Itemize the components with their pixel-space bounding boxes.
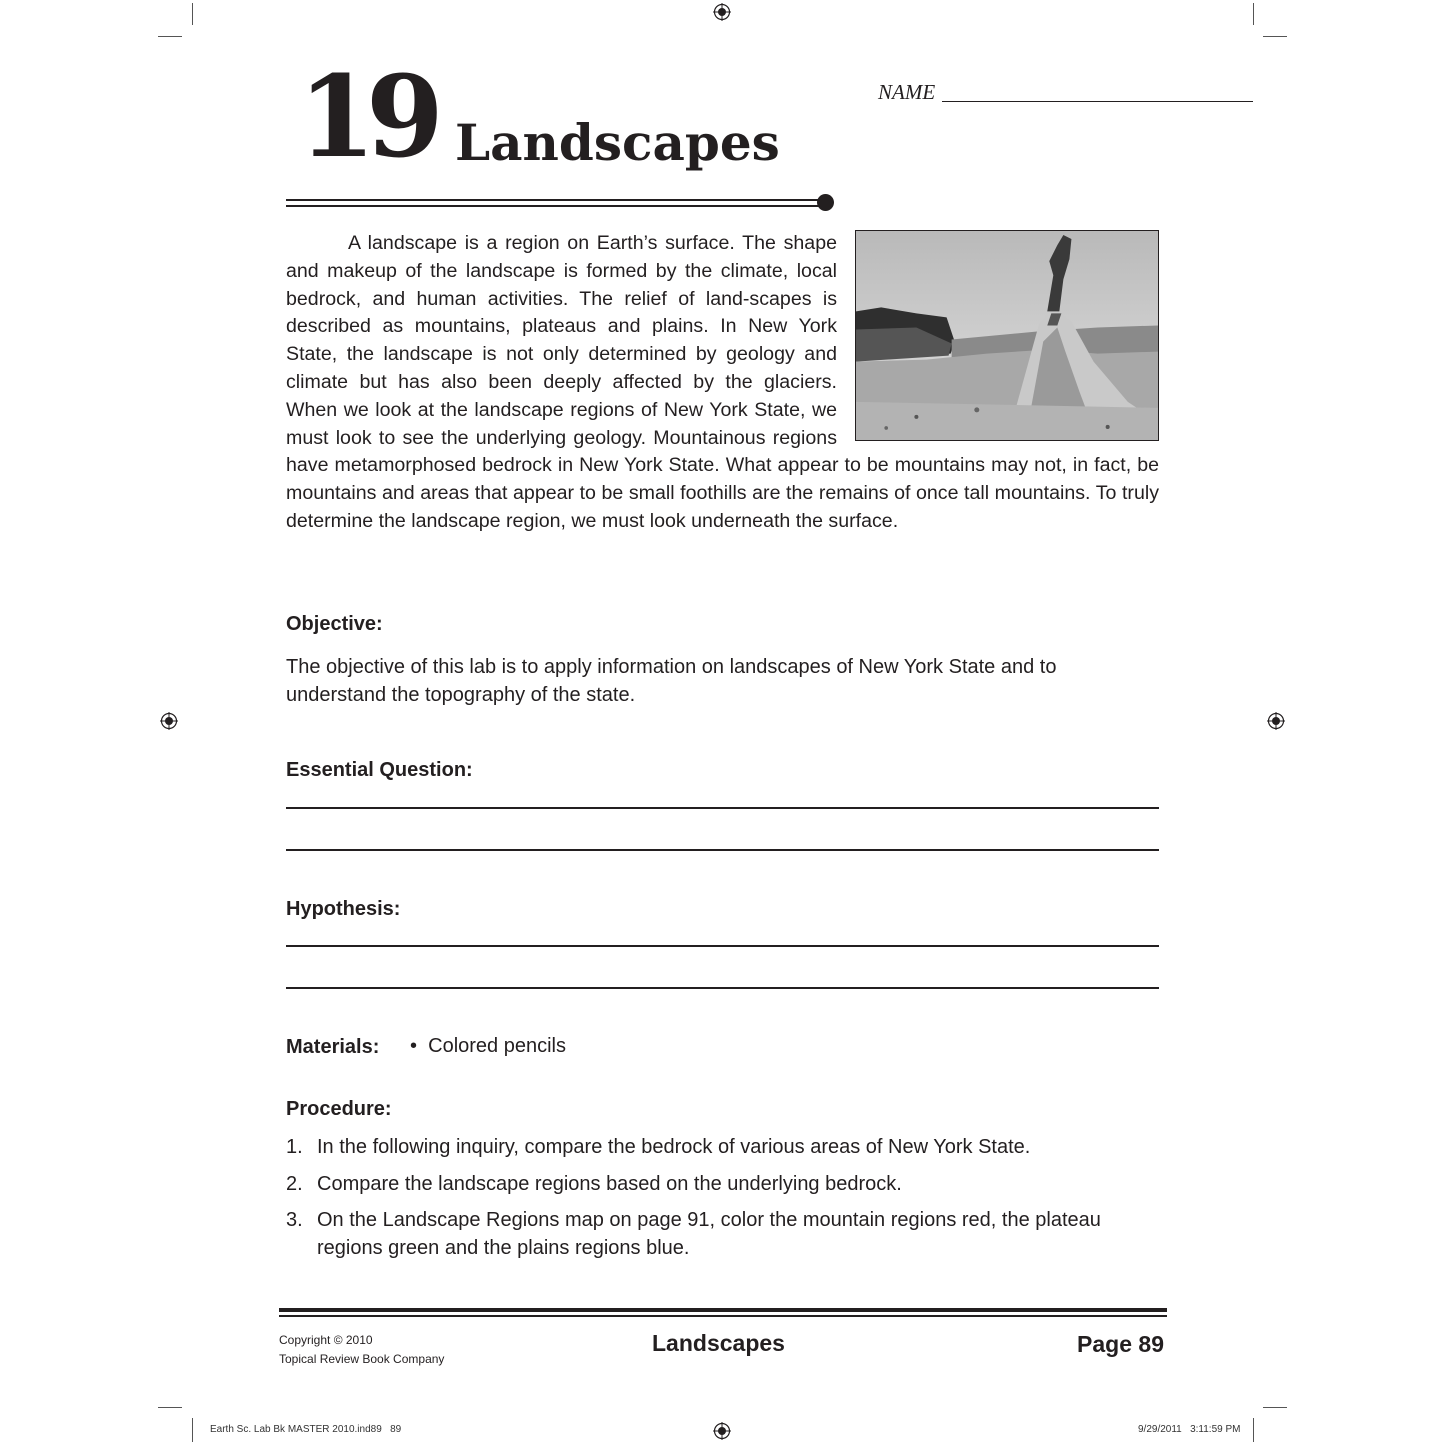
chapter-number: 19: [298, 52, 434, 183]
landscape-photo: [855, 230, 1159, 441]
procedure-step: 3. On the Landscape Regions map on page 91, color the mountain regions red, the plateau regions green and the plains regions blue.: [286, 1209, 1101, 1259]
slug-filename: Earth Sc. Lab Bk MASTER 2010.ind89 89: [210, 1424, 402, 1435]
crop-mark: [1253, 1418, 1254, 1442]
essential-question-answer-line[interactable]: [286, 849, 1159, 851]
crop-mark: [1263, 1407, 1287, 1408]
title-rule: [286, 205, 820, 207]
name-label: NAME: [878, 80, 936, 104]
procedure-step: 2. Compare the landscape regions based on the underlying bedrock.: [286, 1173, 902, 1195]
intro-text: A landscape is a region on Earth’s surface. The shape and makeup of the landscape is formed by the climate, local bedrock, and human activities. The relief of land-scapes is described as mountains, plateaus and plains. In New York State, the landscape is not only determined by geology and climate but has also been deeply affected by the glaciers. When we look at the landscape regions of New York State, we must look to see the underlying geology. Mountainous regions have metamorphosed bedrock in New York State. What appear to be mountains may not, in fact, be mountains and areas that appear to be small foothills are the remains of once tall mountains. To truly determine the landscape region, we must look underneath the surface.: [286, 232, 1159, 532]
hypothesis-answer-line[interactable]: [286, 987, 1159, 989]
title-rule-dot: [817, 194, 834, 211]
materials-heading: Materials:: [286, 1036, 380, 1058]
crop-mark: [192, 1418, 193, 1442]
hypothesis-answer-line[interactable]: [286, 945, 1159, 947]
registration-mark-icon: [1267, 712, 1285, 730]
objective-text: The objective of this lab is to apply information on landscapes of New York State and to understand the topography of the state.: [286, 656, 1057, 706]
title-rule: [286, 199, 820, 201]
footer-title: Landscapes: [652, 1330, 785, 1356]
footer-rule: [279, 1315, 1167, 1317]
crop-mark: [1263, 36, 1287, 37]
objective-heading: Objective:: [286, 613, 383, 635]
crop-mark: [1253, 3, 1254, 25]
procedure-heading: Procedure:: [286, 1098, 392, 1120]
name-field-line[interactable]: [942, 101, 1253, 102]
registration-mark-icon: [160, 712, 178, 730]
crop-mark: [158, 1407, 182, 1408]
footer-rule: [279, 1308, 1167, 1312]
registration-mark-icon: [713, 1422, 731, 1440]
intro-paragraph: [286, 230, 1159, 536]
procedure-step: 1. In the following inquiry, compare the bedrock of various areas of New York State.: [286, 1136, 1031, 1158]
hypothesis-heading: Hypothesis:: [286, 898, 401, 920]
essential-question-heading: Essential Question:: [286, 759, 473, 781]
essential-question-answer-line[interactable]: [286, 807, 1159, 809]
registration-mark-icon: [713, 3, 731, 21]
crop-mark: [192, 3, 193, 25]
chapter-title: Landscapes: [455, 113, 780, 172]
copyright: Copyright © 2010 Topical Review Book Company: [279, 1333, 445, 1366]
page-number: Page 89: [1077, 1331, 1164, 1357]
materials-list-item: • Colored pencils: [410, 1035, 566, 1057]
slug-timestamp: 9/29/2011 3:11:59 PM: [1138, 1424, 1241, 1435]
crop-mark: [158, 36, 182, 37]
